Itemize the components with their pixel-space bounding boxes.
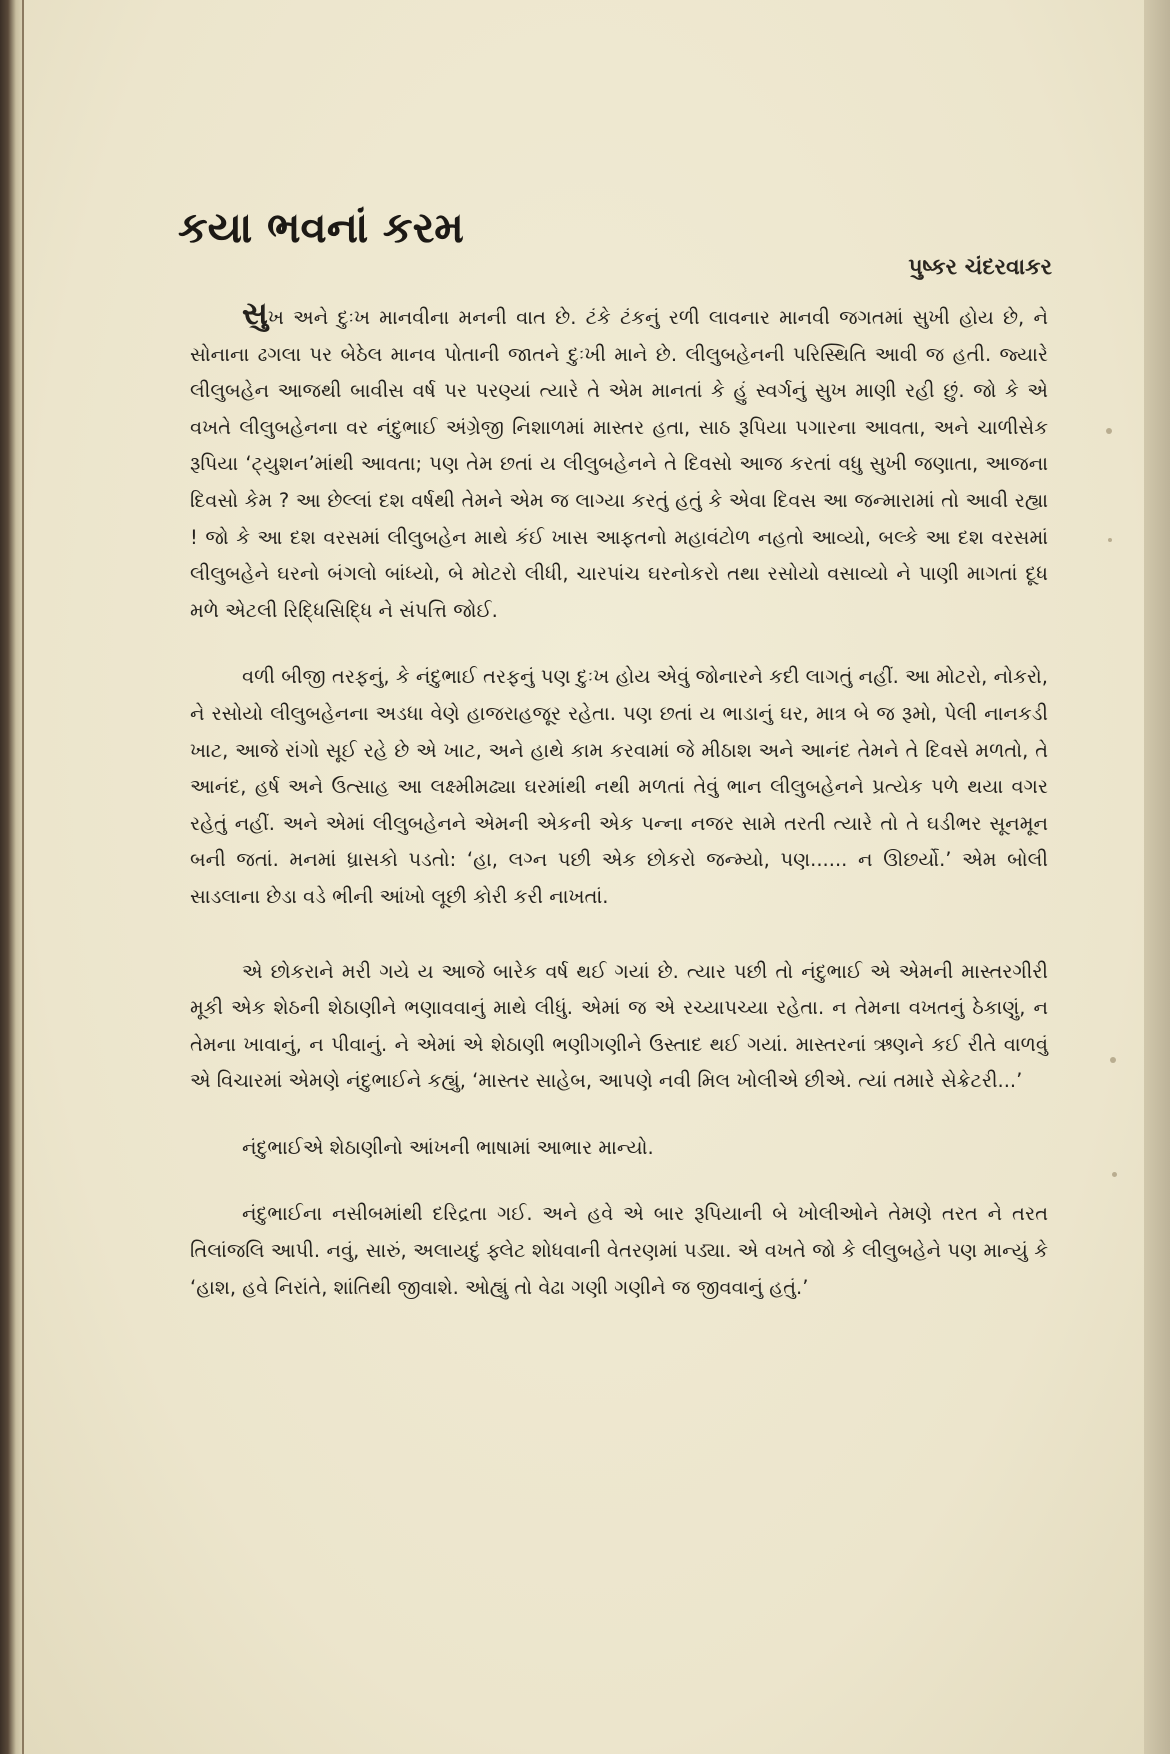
article-body [190, 295, 1048, 1306]
paper-speck [1110, 1057, 1116, 1063]
paragraph: નંદુભાઈના નસીબમાંથી દરિદ્રતા ગઈ. અને હવે એ બાર રૂપિયાની બે ખોલીઓને તેમણે તરત ને તરત તિલાંજલિ આપી. નવું, સારું, અલાયદું ફ્લેટ શોધવાની વેતરણમાં પડ્યા. એ વખતે જો કે લીલુબહેને પણ માન્યું કે ‘હાશ, હવે નિરાંતે, શાંતિથી જીવાશે. ઓહ્યું તો વેઢા ગણી ગણીને જ જીવવાનું હતું.’ [190, 1202, 1048, 1299]
paragraph [190, 295, 1048, 629]
article-title: કયા ભવનાં કરમ [178, 203, 464, 253]
paper-speck [1108, 538, 1112, 542]
paragraph: નંદુભાઈએ શેઠાણીનો આંખની ભાષામાં આભાર માન્યો. [242, 1135, 654, 1159]
paper-speck [1106, 428, 1112, 434]
paper-speck [1112, 1172, 1117, 1177]
paragraph: એ છોકરાને મરી ગયે ય આજે બારેક વર્ષ થઈ ગયાં છે. ત્યાર પછી તો નંદુભાઈ એ એમની માસ્તરગીરી મૂકી એક શેઠની શેઠાણીને ભણાવવાનું માથે લીધું. એમાં જ એ રચ્યાપચ્યા રહેતા. ન તેમના વખતનું ઠેકાણું, ન તેમના ખાવાનું, ન પીવાનું. ને એમાં એ શેઠાણી ભણીગણીને ઉસ્તાદ થઈ ગયાં. માસ્તરનાં ઋણને કઈ રીતે વાળવું એ વિચારમાં એમણે નંદુભાઈને કહ્યું, ‘માસ્તર સાહેબ, આપણે નવી મિલ ખોલીએ છીએ. ત્યાં તમારે સેક્રેટરી...’ [190, 959, 1048, 1093]
author-name: પુષ્કર ચંદરવાકર [908, 255, 1052, 280]
paragraph-text: ખ અને દુઃખ માનવીના મનની વાત છે. ટંકે ટંકનું રળી લાવનાર માનવી જગતમાં સુખી હોય છે, ને સોનાના ઢગલા પર બેઠેલ માનવ પોતાની જાતને દુઃખી માને છે. લીલુબહેનની પરિસ્થિતિ આવી જ હતી. જ્યારે લીલુબહેન આજથી બાવીસ વર્ષ પર પરણ્યાં ત્યારે તે એમ માનતાં કે હું સ્વર્ગનું સુખ માણી રહી છું. જો કે એ વખતે લીલુબહેનના વર નંદુભાઈ અંગ્રેજી નિશાળમાં માસ્તર હતા, સાઠ રૂપિયા પગારના આવતા, અને ચાળીસેક રૂપિયા ‘ટ્યુશન’માંથી આવતા; પણ તેમ છતાં ય લીલુબહેનને તે દિવસો આજ કરતાં વધુ સુખી જણાતા, આજના દિવસો કેમ ? આ છેલ્લાં દશ વર્ષથી તેમને એમ જ લાગ્યા કરતું હતું કે એવા દિવસ આ જન્મારામાં તો આવી રહ્યા ! જો કે આ દશ વરસમાં લીલુબહેન માથે કંઈ ખાસ આફતનો મહાવંટોળ નહતો આવ્યો, બલ્કે આ દશ વરસમાં લીલુબહેને ઘરનો બંગલો બાંધ્યો, બે મોટરો લીધી, ચારપાંચ ઘરનોકરો તથા રસોયો વસાવ્યો ને પાણી માગતાં દૂધ મળે એટલી રિદ્ધિસિદ્ધિ ને સંપત્તિ જોઈ. [190, 306, 1048, 622]
paragraph: વળી બીજી તરફનું, કે નંદુભાઈ તરફનું પણ દુઃખ હોય એવું જોનારને કદી લાગતું નહીં. આ મોટરો, નોકરો, ને રસોયો લીલુબહેનના અડધા વેણે હાજરાહજૂર રહેતા. પણ છતાં ય ભાડાનું ઘર, માત્ર બે જ રૂમો, પેલી નાનકડી ખાટ, આજે રાંગો સૂઈ રહે છે એ ખાટ, અને હાથે કામ કરવામાં જે મીઠાશ અને આનંદ તેમને તે દિવસે મળતો, તે આનંદ, હર્ષ અને ઉત્સાહ આ લક્ષ્મીમઢ્યા ઘરમાંથી નથી મળતાં તેવું ભાન લીલુબહેનને પ્રત્યેક પળે થયા વગર રહેતું નહીં. અને એમાં લીલુબહેનને એમની એકની એક પન્ના નજર સામે તરતી ત્યારે તો તે ઘડીભર સૂનમૂન બની જતાં. મનમાં ધ્રાસકો પડતો: ‘હા, લગ્ન પછી એક છોકરો જન્મ્યો, પણ...... ન ઊછર્યો.’ એમ બોલી સાડલાના છેડા વડે ભીની આંખો લૂછી કોરી કરી નાખતાં. [190, 665, 1048, 908]
drop-cap: સુ [242, 294, 268, 332]
